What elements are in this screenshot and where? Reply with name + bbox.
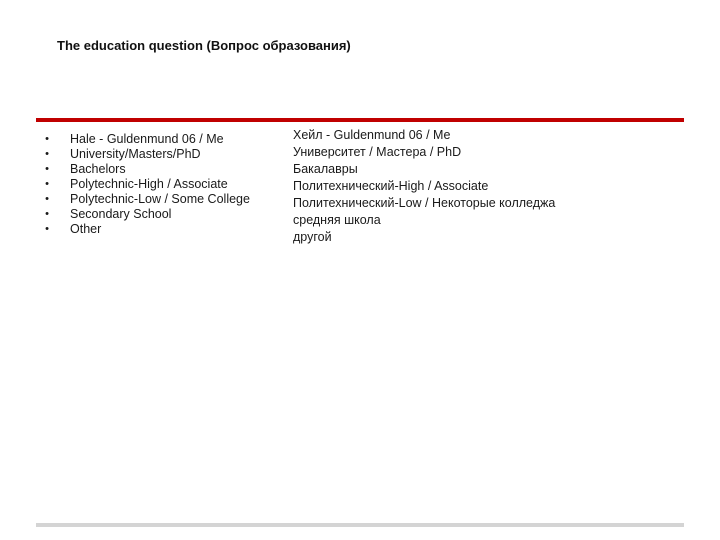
list-item-label: Polytechnic-Low / Some College (70, 192, 250, 206)
bullet-icon: • (45, 178, 49, 190)
bullet-icon: • (45, 133, 49, 145)
list-item-label: Bachelors (70, 162, 126, 176)
bullet-icon: • (45, 208, 49, 220)
list-item-label: Secondary School (70, 207, 172, 221)
translation-item: Бакалавры (293, 162, 358, 176)
translation-item: другой (293, 230, 332, 244)
title-divider (36, 118, 684, 122)
russian-list (293, 127, 555, 246)
slide-title: The education question (Вопрос образования) (57, 38, 351, 53)
translation-item: Университет / Мастера / PhD (293, 145, 462, 159)
translation-item: средняя школа (293, 213, 381, 227)
list-item-label: Hale - Guldenmund 06 / Me (70, 132, 224, 146)
footer-divider (36, 523, 684, 527)
list-item-label: Polytechnic-High / Associate (70, 177, 228, 191)
translation-item: Политехнический-High / Associate (293, 179, 489, 193)
bullet-icon: • (45, 223, 49, 235)
bullet-icon: • (45, 193, 49, 205)
translation-item: Хейл - Guldenmund 06 / Me (293, 128, 451, 142)
list-item-label: University/Masters/PhD (70, 147, 201, 161)
translation-item: Политехнический-Low / Некоторые колледжа (293, 196, 556, 210)
bullet-icon: • (45, 163, 49, 175)
bullet-icon: • (45, 148, 49, 160)
list-item-label: Other (70, 222, 102, 236)
